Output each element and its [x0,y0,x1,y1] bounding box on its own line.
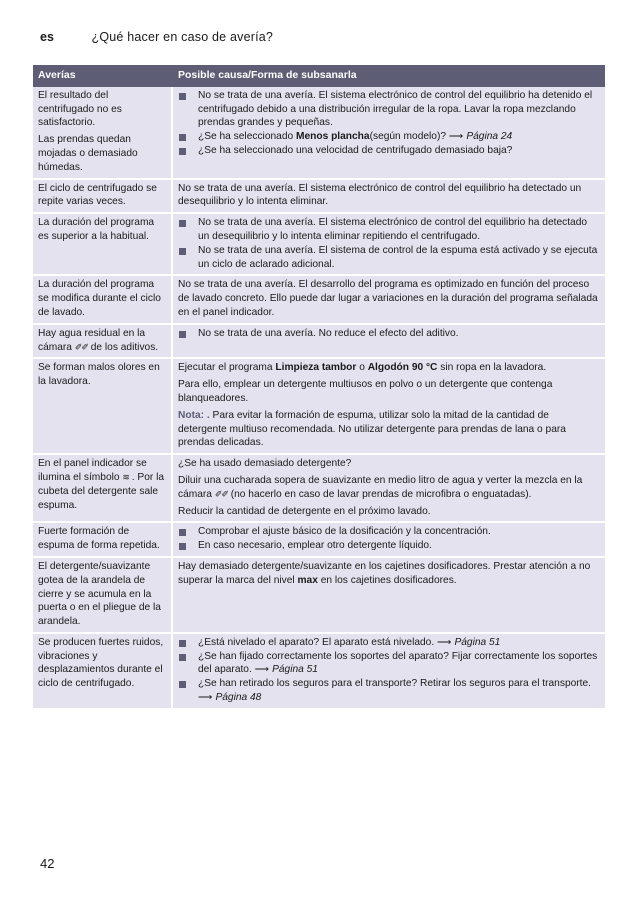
fault-text: de los aditivos. [87,341,159,353]
foam-indicator-icon: ≋ [122,471,129,482]
list-item: En caso necesario, emplear otro detergente líquido. [178,539,600,553]
fault-text: En el panel indicador se ilumina el símbolo [38,458,147,483]
list-item: Comprobar el ajuste básico de la dosificación y la concentración. [178,525,600,539]
item-text: sin ropa en la lavadora. [437,362,547,374]
option-name: Menos plancha [295,131,370,143]
table-row [33,455,605,523]
note-paragraph [178,409,600,450]
program-name: Algodón 90 °C [367,362,438,374]
cause-paragraph [178,361,600,375]
table-row [33,325,605,360]
cause-cell [173,455,605,523]
fault-cell: La duración del programa es superior a la habitual. [33,214,173,276]
page-reference-link[interactable]: Página 51 [272,664,318,676]
list-item [178,677,600,705]
cause-cell [173,634,605,710]
fault-text: Las prendas quedan mojadas o demasiado húmedas. [38,134,138,173]
cause-paragraph [178,474,600,502]
softener-compartment-icon: ✐✐ [214,488,228,499]
fault-cell: La duración del programa se modifica durante el ciclo de lavado. [33,276,173,324]
page-reference-link[interactable]: Página 51 [454,636,501,648]
cause-list [178,525,600,553]
list-item: No se trata de una avería. El sistema de control de la espuma está activado y se ejecuta un ciclo de aclarado adicional. [178,244,600,272]
page-header [40,30,273,44]
item-text: en los cajetines dosificadores. [317,574,457,586]
fault-cell [33,455,173,523]
item-text: ¿Está nivelado el aparato? El aparato está nivelado. [198,636,437,648]
table-row [33,87,605,180]
program-name: Limpieza tambor [275,362,357,374]
cause-cell: No se trata de una avería. El sistema electrónico de control del equilibrio ha detectado un desequilibrio y lo intenta eliminar. [173,180,605,215]
item-text: Ejecutar el programa [178,362,276,374]
cause-list [178,89,600,158]
table-header-row [33,65,605,87]
cause-cell [173,87,605,180]
item-text: o [356,362,368,374]
item-text: ¿Se ha seleccionado [198,131,296,143]
page-reference-link[interactable]: Página 48 [215,692,262,704]
list-item: No se trata de una avería. No reduce el efecto del aditivo. [178,327,600,341]
table-row [33,523,605,558]
list-item [178,650,600,678]
list-item: No se trata de una avería. El sistema electrónico de control del equilibrio ha detectado un desequilibrio y lo intenta eliminar repitiendo el centrifugado. [178,216,600,244]
fault-cell [33,87,173,180]
fault-text: El resultado del centrifugado no es satisfactorio. [38,89,122,129]
list-item [178,130,600,144]
page-reference-link[interactable]: Página 24 [466,131,513,143]
table-row [33,276,605,324]
table-row [33,359,605,455]
cause-paragraph: ¿Se ha usado demasiado detergente? [178,458,352,470]
item-text: Hay demasiado detergente/suavizante en los cajetines dosificadores. Prestar atención a no superar la marca del nivel [178,560,591,586]
page-number: 42 [40,856,55,871]
note-label: Nota: . [178,409,210,421]
table-row [33,180,605,215]
arrow-right-icon: ⟶ [198,692,213,704]
cause-list [178,216,600,271]
cause-cell [173,523,605,558]
note-text: Para evitar la formación de espuma, utilizar solo la mitad de la cantidad de detergente multiuso recomendada. No utilizar detergente para prendas de lana o para prendas delicadas. [178,409,566,449]
fault-cell: El ciclo de centrifugado se repite varias veces. [33,180,173,215]
cause-list [178,636,600,705]
cause-cell: No se trata de una avería. El desarrollo del programa es optimizado en función del proceso de lavado concreto. Ello puede dar lugar a variaciones en la duración del programa señalada en el panel indicador. [173,276,605,324]
level-mark: max [297,574,318,586]
cause-list [178,327,600,341]
cause-paragraph: Reducir la cantidad de detergente en el próximo lavado. [178,505,431,517]
list-item: ¿Se ha seleccionado una velocidad de centrifugado demasiado baja? [178,144,600,158]
fault-cell: El detergente/suavizante gotea de la arandela de cierre y se acumula en la puerta o en el pliegue de la arandela. [33,558,173,634]
fault-cell: Se forman malos olores en la lavadora. [33,359,173,455]
fault-cell: Se producen fuertes ruidos, vibraciones y desplazamientos durante el ciclo de centrifugado. [33,634,173,710]
language-code: es [40,30,54,44]
table-row [33,558,605,634]
page-title: ¿Qué hacer en caso de avería? [91,30,274,44]
arrow-right-icon: ⟶ [254,664,270,676]
fault-text: Hay agua residual en la cámara [38,327,146,353]
list-item: No se trata de una avería. El sistema electrónico de control del equilibrio ha detenido el centrifugado debido a una distribución irregular de la ropa. Lavar la ropa mezclando prendas grandes y pequeñas. [178,89,600,130]
fault-text: . Por la cubeta del detergente sale espuma. [38,471,165,511]
column-header-causes: Posible causa/Forma de subsanarla [173,65,605,87]
item-text: Diluir una cucharada sopera de suavizante en medio litro de agua y verter la mezcla en la cámara [178,474,583,500]
item-text: ¿Se han retirado los seguros para el transporte? Retirar los seguros para el transporte. [198,678,591,690]
list-item [178,636,600,650]
cause-cell [173,214,605,276]
table-row [33,634,605,710]
cause-cell [173,325,605,360]
item-text: ¿Se han fijado correctamente los soportes del aparato? Fijar correctamente los soportes del aparato. [198,650,598,676]
troubleshooting-table [33,65,605,710]
cause-cell [173,558,605,634]
item-text: (no hacerlo en caso de lavar prendas de microfibra o enguatadas). [227,488,532,500]
softener-compartment-icon: ✐✐ [74,341,88,352]
fault-cell [33,325,173,360]
arrow-right-icon: ⟶ [448,131,464,143]
cause-cell [173,359,605,455]
item-text: (según modelo)? [369,131,449,143]
arrow-right-icon: ⟶ [437,636,452,648]
column-header-faults: Averías [33,65,173,87]
table-row [33,214,605,276]
fault-cell: Fuerte formación de espuma de forma repetida. [33,523,173,558]
cause-paragraph: Para ello, emplear un detergente multiusos en polvo o un detergente que contenga blanqueadores. [178,379,553,404]
